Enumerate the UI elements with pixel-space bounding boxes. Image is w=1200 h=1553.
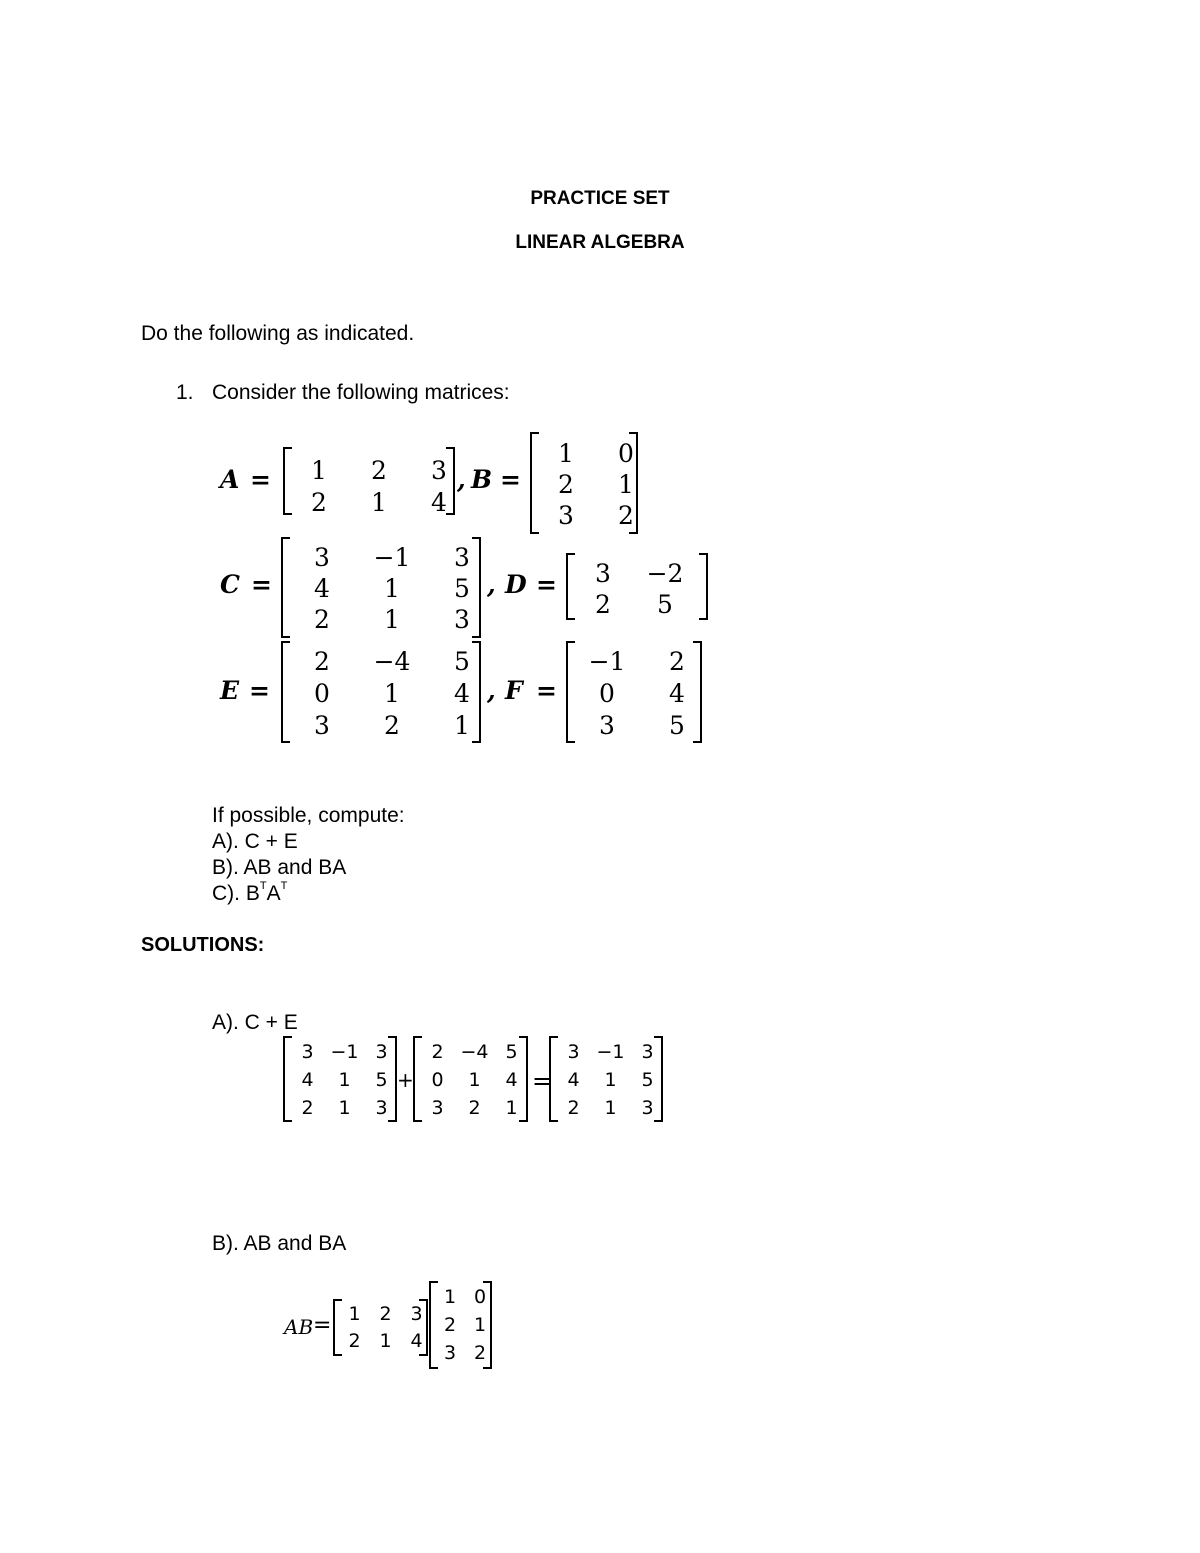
matrix-cell: 1 (505, 1097, 518, 1119)
matrix-cell: 1 (454, 711, 470, 740)
matrix-cell: 3 (314, 543, 330, 572)
matrix-cell: −4 (460, 1041, 489, 1063)
matrix-cell: 3 (567, 1041, 580, 1063)
solution-a-matrix-e (413, 1036, 528, 1122)
matrix-cell: 4 (314, 574, 330, 603)
matrix-cell: 3 (641, 1041, 654, 1063)
page-subtitle: LINEAR ALGEBRA (515, 232, 685, 253)
matrix-cell: 1 (371, 488, 387, 517)
equals-sign: = (536, 676, 557, 705)
matrix-cell: 3 (431, 456, 447, 485)
solution-b-label: B). AB and BA (212, 1232, 347, 1255)
matrix-cell: 3 (375, 1041, 388, 1063)
problem-number: 1. (176, 381, 194, 404)
right-bracket (699, 553, 708, 620)
matrix-d (566, 553, 708, 620)
matrix-cell: 0 (599, 679, 615, 708)
matrix-cell: 3 (375, 1097, 388, 1119)
matrix-cell: −2 (646, 559, 684, 588)
solution-a-matrix-c (283, 1036, 397, 1122)
matrix-cell: 1 (604, 1069, 617, 1091)
matrix-c (281, 537, 481, 638)
matrix-b-label: B (471, 465, 493, 494)
matrix-cell: 1 (384, 605, 400, 634)
comma: , (457, 465, 466, 494)
matrix-cell: 3 (301, 1041, 314, 1063)
matrix-cell: 5 (657, 590, 673, 619)
matrix-cell: 2 (473, 1342, 487, 1364)
ab-label: AB (284, 1315, 314, 1339)
matrix-cell: −1 (330, 1041, 359, 1063)
equals-sign: = (313, 1313, 332, 1338)
matrix-cell: 4 (454, 679, 470, 708)
solution-a-label: A). C + E (212, 1011, 298, 1034)
item-prefix: A). (212, 830, 245, 853)
matrix-cell: 1 (338, 1097, 351, 1119)
compute-item-b (212, 856, 346, 880)
matrix-cell: 5 (454, 647, 470, 676)
matrix-a (283, 447, 455, 515)
matrix-cell: 1 (443, 1286, 457, 1308)
matrix-cell: 1 (468, 1069, 481, 1091)
matrix-cell: 4 (505, 1069, 518, 1091)
matrix-cell: 1 (558, 439, 574, 468)
matrix-cell: 3 (595, 559, 611, 588)
equals-sign: = (536, 570, 557, 599)
problem-text: Consider the following matrices: (212, 381, 510, 404)
item-text: AB and BA (243, 856, 347, 879)
equals-sign: = (250, 465, 271, 494)
compute-item-a (212, 830, 298, 854)
matrix-cell: 5 (641, 1069, 654, 1091)
solutions-heading: SOLUTIONS: (141, 934, 265, 956)
matrix-cell: 2 (384, 711, 400, 740)
matrix-cell: 2 (371, 456, 387, 485)
equals-sign: = (532, 1067, 553, 1095)
solution-a-result (549, 1036, 663, 1122)
matrix-cell: 1 (384, 679, 400, 708)
matrix-cell: 0 (314, 679, 330, 708)
matrix-cell: 3 (443, 1342, 457, 1364)
matrix-e-label: E (220, 676, 240, 705)
item-text: C + E (244, 830, 298, 853)
equals-sign: = (251, 570, 272, 599)
plus-sign: + (397, 1068, 414, 1092)
matrix-cell: 2 (669, 647, 685, 676)
matrix-cell: 2 (558, 470, 574, 499)
equals-sign: = (500, 465, 521, 494)
matrix-cell: 2 (443, 1314, 457, 1336)
matrix-cell: −1 (588, 647, 626, 676)
matrix-cell: 1 (384, 574, 400, 603)
matrix-cell: 0 (473, 1286, 487, 1308)
matrix-a-label: A (220, 465, 240, 494)
matrix-cell: 1 (473, 1314, 487, 1336)
matrix-cell: 0 (431, 1069, 444, 1091)
matrix-cell: 5 (669, 711, 685, 740)
transpose-superscript: T (280, 880, 288, 892)
comma: , (487, 676, 496, 705)
matrix-cell: 3 (314, 711, 330, 740)
matrix-e (281, 641, 481, 743)
matrix-cell: 2 (618, 501, 634, 530)
matrix-cell: 5 (454, 574, 470, 603)
matrix-cell: 4 (567, 1069, 580, 1091)
matrix-cell: 1 (618, 470, 634, 499)
page-title: PRACTICE SET (530, 188, 670, 209)
matrix-cell: 1 (604, 1097, 617, 1119)
matrix-cell: 3 (454, 605, 470, 634)
matrix-cell: 5 (505, 1041, 518, 1063)
compute-intro: If possible, compute: (212, 804, 405, 827)
matrix-cell: 4 (669, 679, 685, 708)
solution-b-matrix-b (429, 1281, 492, 1369)
item-prefix: C). B (212, 882, 260, 905)
transpose-superscript: T (259, 880, 267, 892)
item-prefix: B). (212, 856, 244, 879)
compute-item-c (212, 882, 287, 906)
matrix-cell: 2 (468, 1097, 481, 1119)
solution-b-matrix-a (333, 1299, 428, 1356)
matrix-cell: 3 (641, 1097, 654, 1119)
matrix-cell: 5 (375, 1069, 388, 1091)
matrix-cell: 4 (410, 1330, 423, 1352)
matrix-cell: −4 (373, 647, 411, 676)
matrix-cell: 3 (410, 1303, 423, 1325)
matrix-cell: 2 (314, 605, 330, 634)
matrix-cell: 2 (348, 1330, 361, 1352)
matrix-cell: 2 (311, 488, 327, 517)
item-text: A (266, 882, 281, 905)
equals-sign: = (249, 676, 270, 705)
matrix-cell: 1 (311, 456, 327, 485)
matrix-cell: −1 (596, 1041, 625, 1063)
matrix-d-label: D (505, 570, 527, 599)
matrix-cell: 2 (314, 647, 330, 676)
matrix-cell: 1 (379, 1330, 392, 1352)
matrix-cell: 2 (567, 1097, 580, 1119)
matrix-cell: 3 (558, 501, 574, 530)
matrix-cell: 4 (431, 488, 447, 517)
matrix-cell: 1 (338, 1069, 351, 1091)
matrix-cell: 2 (379, 1303, 392, 1325)
matrix-cell: 3 (599, 711, 615, 740)
matrix-cell: 0 (618, 439, 634, 468)
matrix-f (566, 641, 702, 743)
matrix-f-label: F (505, 676, 523, 705)
matrix-cell: 3 (431, 1097, 444, 1119)
matrix-cell: 1 (348, 1303, 361, 1325)
matrix-cell: −1 (373, 543, 411, 572)
matrix-cell: 4 (301, 1069, 314, 1091)
matrix-cell: 2 (301, 1097, 314, 1119)
comma: , (487, 570, 496, 599)
matrix-c-label: C (220, 570, 240, 599)
matrix-cell: 2 (431, 1041, 444, 1063)
matrix-cell: 3 (454, 543, 470, 572)
instruction-text: Do the following as indicated. (141, 322, 415, 345)
matrix-b (530, 432, 638, 534)
matrix-cell: 2 (595, 590, 611, 619)
